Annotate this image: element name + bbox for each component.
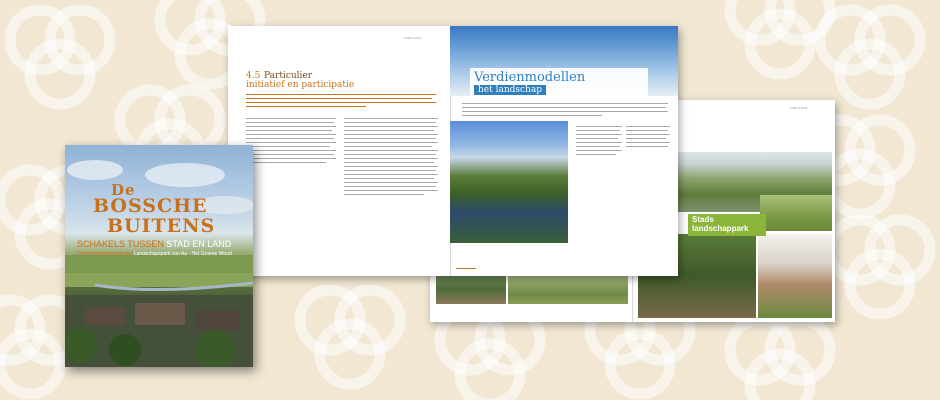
grass-photo — [760, 195, 832, 231]
pig-photo — [758, 234, 832, 318]
left-heading-line1: Particulier — [264, 71, 313, 81]
cover-subtitle-part2: STAD EN LAND — [166, 239, 232, 249]
right-heading-part1: Verdienmodellen — [474, 70, 586, 85]
page-footer-line — [456, 268, 476, 269]
back-page-header: PUBLICATIE — [790, 106, 808, 110]
stream-photo — [450, 121, 568, 243]
back-caption-line2: landschappark — [692, 224, 749, 233]
cover-tagline — [77, 251, 232, 257]
cover-subtitle-part1: SCHAKELS TUSSEN — [77, 239, 164, 249]
right-heading-part2: het landschap — [474, 85, 546, 95]
left-heading-line2: initiatief en participatie — [246, 80, 355, 90]
cover-tagline-part1: Ontwikkelingsperspectief — [77, 251, 133, 257]
cover-subtitle — [77, 239, 231, 249]
left-page-header: PUBLICATIE — [404, 36, 422, 40]
back-caption-line1: Stads — [692, 215, 714, 224]
cover-tagline-part2: Landschapspark van Aa - Het Groene Woud — [133, 251, 232, 257]
left-heading-prefix: 4.5 — [246, 71, 261, 81]
cover-title-line2: BOSSCHE — [93, 195, 208, 217]
book-cover — [65, 145, 253, 367]
cover-title-line1: De — [111, 181, 136, 199]
main-spread — [228, 26, 678, 276]
cover-title-line3: BUITENS — [107, 215, 216, 237]
